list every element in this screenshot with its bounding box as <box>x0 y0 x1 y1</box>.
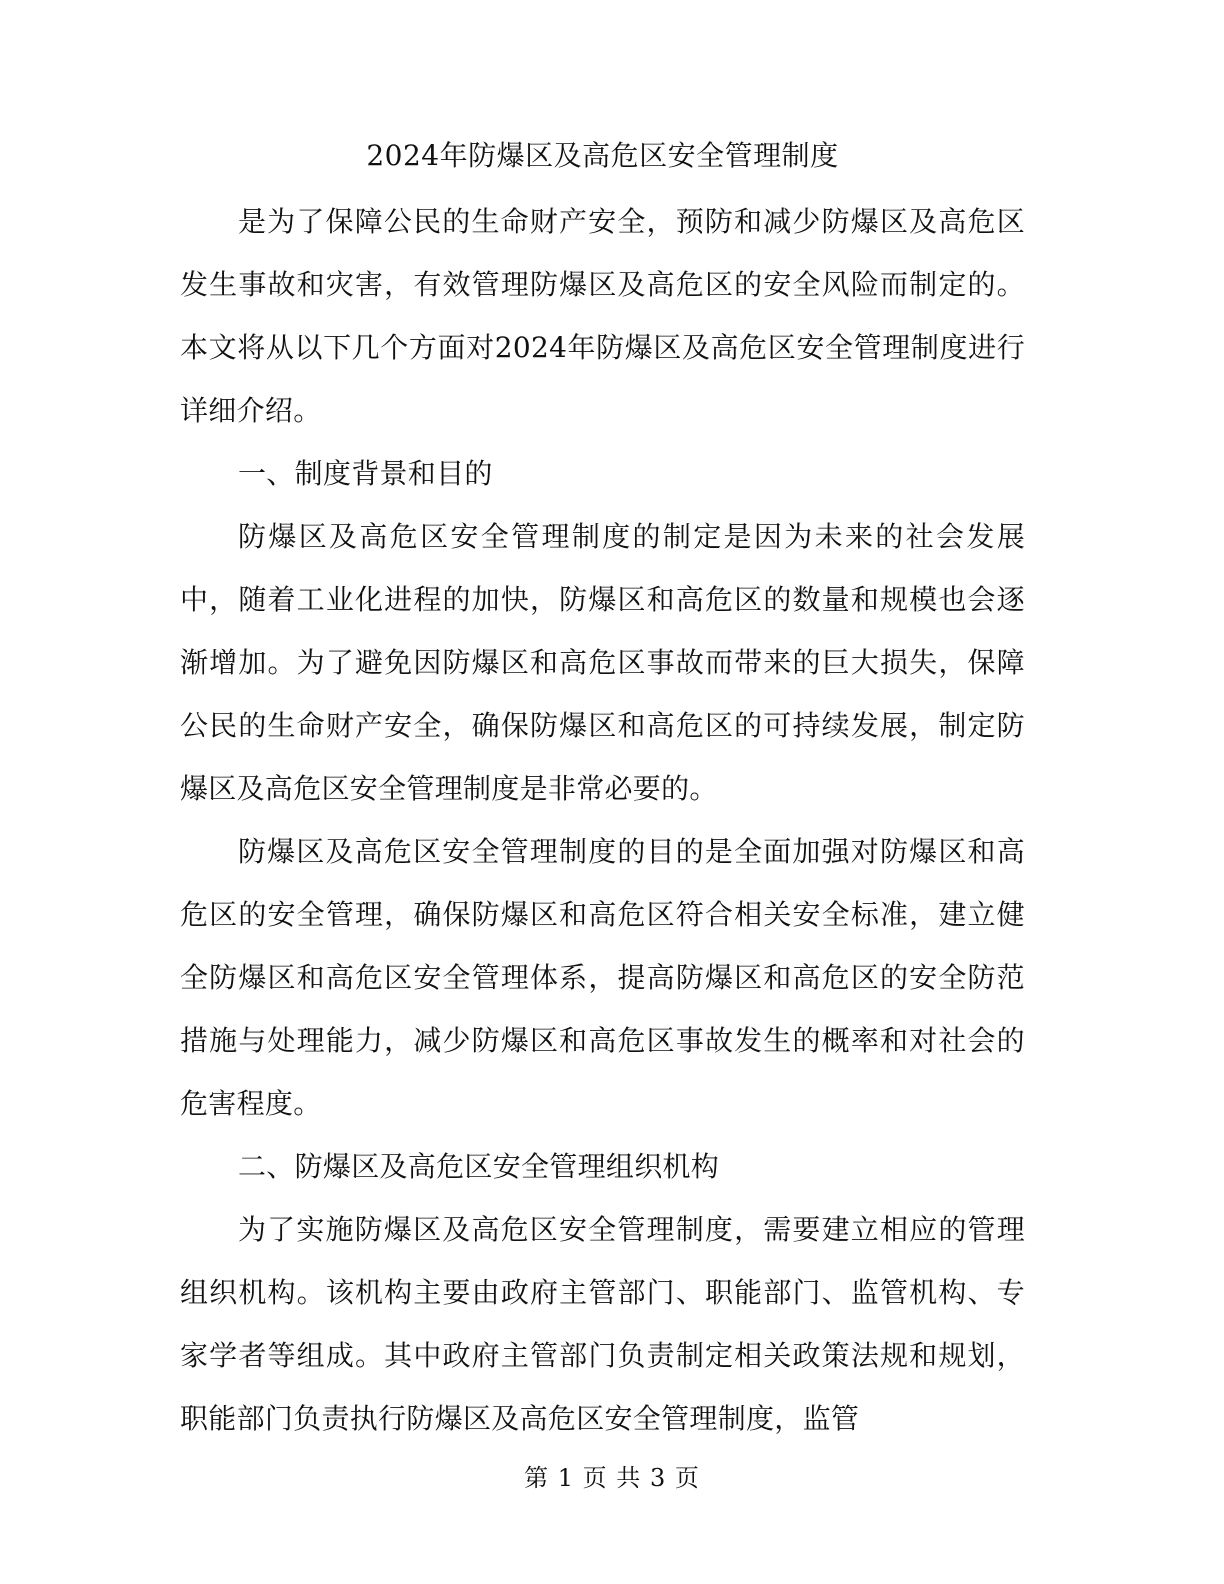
footer-total-pages: 3 <box>649 1464 667 1492</box>
footer-current-page: 1 <box>557 1464 575 1492</box>
section-heading-1: 一、制度背景和目的 <box>238 457 493 490</box>
document-page <box>180 128 1025 1450</box>
footer-prefix: 第 <box>524 1464 550 1492</box>
organization-paragraph: 为了实施防爆区及高危区安全管理制度，需要建立相应的管理组织机构。该机构主要由政府主管部门、职能部门、监管机构、专家学者等组成。其中政府主管部门负责制定相关政策法规和规划，职能部门负责执行防爆区及高危区安全管理制度，监管 <box>180 1213 1025 1435</box>
intro-paragraph: 是为了保障公民的生命财产安全，预防和减少防爆区及高危区发生事故和灾害，有效管理防爆区及高危区的安全风险而制定的。本文将从以下几个方面对2024年防爆区及高危区安全管理制度进行详细介绍。 <box>180 205 1025 427</box>
background-paragraph: 防爆区及高危区安全管理制度的制定是因为未来的社会发展中，随着工业化进程的加快，防爆区和高危区的数量和规模也会逐渐增加。为了避免因防爆区和高危区事故而带来的巨大损失，保障公民的生命财产安全，确保防爆区和高危区的可持续发展，制定防爆区及高危区安全管理制度是非常必要的。 <box>180 520 1025 805</box>
footer-mid: 页 共 <box>582 1464 642 1492</box>
page-footer <box>0 1462 1224 1494</box>
section-heading-2: 二、防爆区及高危区安全管理组织机构 <box>238 1150 720 1183</box>
purpose-paragraph: 防爆区及高危区安全管理制度的目的是全面加强对防爆区和高危区的安全管理，确保防爆区和高危区符合相关安全标准，建立健全防爆区和高危区安全管理体系，提高防爆区和高危区的安全防范措施与处理能力，减少防爆区和高危区事故发生的概率和对社会的危害程度。 <box>180 835 1025 1120</box>
footer-suffix: 页 <box>674 1464 700 1492</box>
document-title: 2024年防爆区及高危区安全管理制度 <box>366 139 839 172</box>
